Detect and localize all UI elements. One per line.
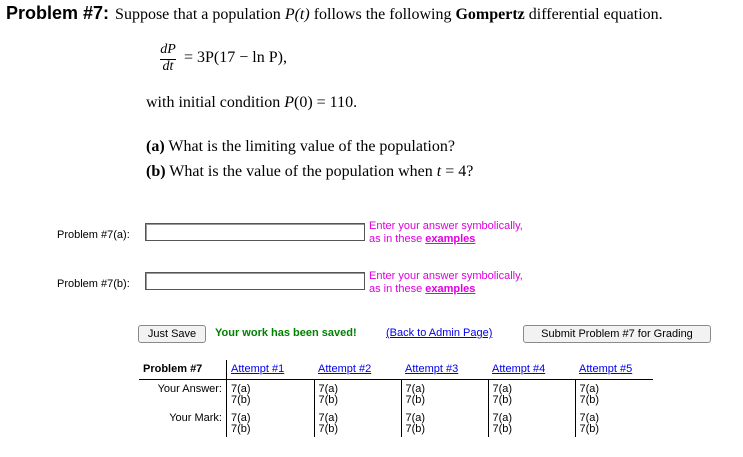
attempt-link-5[interactable]: Attempt #5 bbox=[579, 363, 633, 375]
answer-hint-a: Enter your answer symbolically, as in these examples bbox=[369, 220, 523, 245]
mark-cell: 7(a) 7(b) bbox=[401, 413, 488, 437]
attempts-header-problem: Problem #7 bbox=[139, 360, 227, 380]
answer-cell: 7(a) 7(b) bbox=[488, 380, 575, 414]
just-save-button[interactable]: Just Save bbox=[138, 325, 206, 343]
examples-link-b[interactable]: examples bbox=[425, 283, 476, 295]
attempt-link-4[interactable]: Attempt #4 bbox=[492, 363, 546, 375]
your-mark-row bbox=[139, 413, 653, 437]
initial-condition: with initial condition P(0) = 110. bbox=[146, 94, 358, 111]
problem-intro: Suppose that a population P(t) follows the following Gompertz differential equation. bbox=[115, 6, 663, 23]
mark-cell: 7(a) 7(b) bbox=[579, 412, 600, 435]
answer-label-a: Problem #7(a): bbox=[57, 229, 130, 241]
your-mark-label: Your Mark: bbox=[139, 413, 227, 437]
answer-cell: 7(a) 7(b) bbox=[314, 380, 401, 414]
your-answer-label: Your Answer: bbox=[139, 380, 227, 414]
answer-input-b[interactable] bbox=[145, 272, 365, 290]
attempt-header-5 bbox=[575, 360, 653, 380]
attempts-table bbox=[139, 360, 653, 437]
fraction-numerator: dP bbox=[160, 42, 176, 57]
mark-cell: 7(a) 7(b) bbox=[227, 413, 315, 437]
answer-cell: 7(a) 7(b) bbox=[579, 383, 600, 406]
answer-cell: 7(a) 7(b) bbox=[227, 380, 315, 414]
your-answer-row bbox=[139, 380, 653, 414]
saved-message: Your work has been saved! bbox=[215, 327, 357, 339]
question-b: (b) What is the value of the population when t = 4? bbox=[146, 163, 474, 180]
attempt-link-1[interactable]: Attempt #1 bbox=[231, 363, 285, 375]
attempt-header-2 bbox=[314, 360, 401, 380]
fraction-denominator: dt bbox=[162, 59, 174, 74]
answer-hint-b: Enter your answer symbolically, as in these examples bbox=[369, 270, 523, 295]
attempt-link-2[interactable]: Attempt #2 bbox=[318, 363, 372, 375]
submit-for-grading-button[interactable]: Submit Problem #7 for Grading bbox=[523, 325, 711, 343]
problem-number: Problem #7: bbox=[6, 3, 110, 23]
attempt-header-4 bbox=[488, 360, 575, 380]
attempt-header-3 bbox=[401, 360, 488, 380]
mark-cell: 7(a) 7(b) bbox=[488, 413, 575, 437]
attempt-header-1 bbox=[227, 360, 315, 380]
problem-header bbox=[6, 3, 663, 24]
attempt-link-3[interactable]: Attempt #3 bbox=[405, 363, 459, 375]
attempts-header-row bbox=[139, 360, 653, 380]
answer-cell: 7(a) 7(b) bbox=[401, 380, 488, 414]
back-to-admin-link[interactable]: (Back to Admin Page) bbox=[386, 327, 493, 339]
answer-input-a[interactable] bbox=[145, 223, 365, 241]
mark-cell: 7(a) 7(b) bbox=[314, 413, 401, 437]
question-a: (a) What is the limiting value of the population? bbox=[146, 138, 455, 155]
equation-rhs: = 3P(17 − ln P), bbox=[184, 49, 287, 66]
answer-label-b: Problem #7(b): bbox=[57, 278, 130, 290]
examples-link-a[interactable]: examples bbox=[425, 233, 476, 245]
